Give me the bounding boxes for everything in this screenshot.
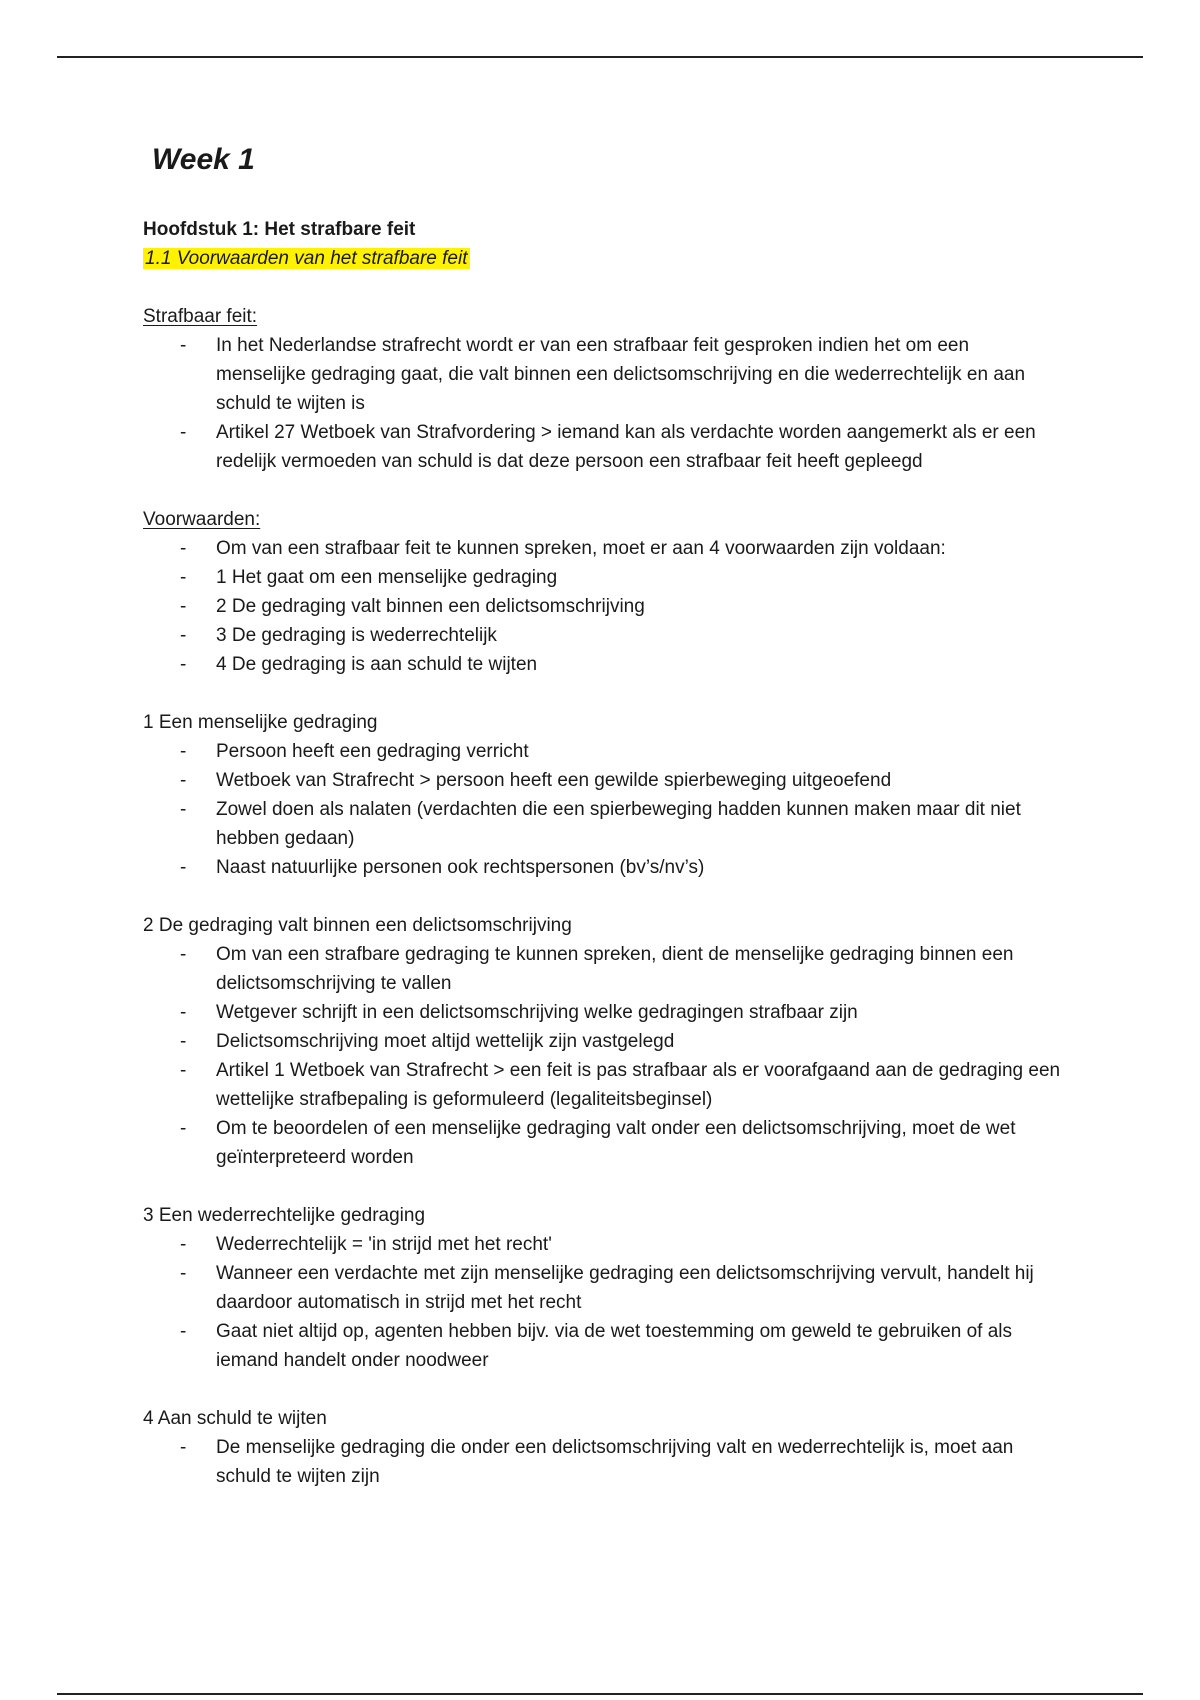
dash-bullet: - — [180, 741, 187, 762]
list-item — [143, 1433, 1063, 1491]
dash-bullet: - — [180, 857, 187, 878]
list-item — [143, 853, 1063, 882]
section-strafbaar-feit — [143, 302, 1063, 476]
section-delictsomschrijving — [143, 911, 1063, 1172]
list-item-text: Om van een strafbaar feit te kunnen spreken, moet er aan 4 voorwaarden zijn voldaan: — [216, 538, 946, 559]
dash-bullet: - — [180, 654, 187, 675]
section-heading: 2 De gedraging valt binnen een delictsomschrijving — [143, 915, 572, 936]
dash-bullet: - — [180, 422, 187, 443]
dash-bullet: - — [180, 538, 187, 559]
list-item-text: De menselijke gedraging die onder een delictsomschrijving valt en wederrechtelijk is, moet aan schuld te wijten zijn — [216, 1437, 1014, 1487]
list-item-text: Wetboek van Strafrecht > persoon heeft een gewilde spierbeweging uitgeoefend — [216, 770, 892, 791]
dash-bullet: - — [180, 335, 187, 356]
section-heading: Strafbaar feit: — [143, 306, 258, 327]
section-heading: 1 Een menselijke gedraging — [143, 712, 378, 733]
list-item-text: Naast natuurlijke personen ook rechtspersonen (bv’s/nv’s) — [216, 857, 705, 878]
list-item-text: Om te beoordelen of een menselijke gedraging valt onder een delictsomschrijving, moet de wet geïnterpreteerd worden — [216, 1118, 1016, 1168]
list-item — [143, 563, 1063, 592]
list-item — [143, 592, 1063, 621]
list-item — [143, 534, 1063, 563]
list-item — [143, 766, 1063, 795]
list-item — [143, 940, 1063, 998]
list-item — [143, 1114, 1063, 1172]
dash-bullet: - — [180, 1060, 187, 1081]
list-item-text: Wederrechtelijk = 'in strijd met het recht' — [216, 1234, 552, 1255]
list-item — [143, 650, 1063, 679]
list-item-text: 1 Het gaat om een menselijke gedraging — [216, 567, 558, 588]
section-heading: 4 Aan schuld te wijten — [143, 1408, 327, 1429]
dash-bullet: - — [180, 625, 187, 646]
list-item — [143, 621, 1063, 650]
list-item-text: In het Nederlandse strafrecht wordt er van een strafbaar feit gesproken indien het om een menselijke gedraging gaat, die valt binnen een delictsomschrijving en die wederrechtelijk en aan schuld te wijten is — [216, 335, 1026, 414]
section-voorwaarden — [143, 505, 1063, 679]
list-item — [143, 1027, 1063, 1056]
bullet-list — [143, 1433, 1063, 1491]
list-item-text: 4 De gedraging is aan schuld te wijten — [216, 654, 538, 675]
section-heading: Voorwaarden: — [143, 509, 261, 530]
list-item-text: Delictsomschrijving moet altijd wettelijk zijn vastgelegd — [216, 1031, 675, 1052]
list-item — [143, 331, 1063, 418]
bullet-list — [143, 1230, 1063, 1375]
list-item-text: Gaat niet altijd op, agenten hebben bijv. via de wet toestemming om geweld te gebruiken of als iemand handelt onder noodweer — [216, 1321, 1013, 1371]
bottom-rule — [57, 1693, 1143, 1695]
list-item-text: Persoon heeft een gedraging verricht — [216, 741, 529, 762]
dash-bullet: - — [180, 944, 187, 965]
dash-bullet: - — [180, 567, 187, 588]
dash-bullet: - — [180, 770, 187, 791]
list-item-text: Artikel 1 Wetboek van Strafrecht > een feit is pas strafbaar als er voorafgaand aan de gedraging een wettelijke strafbepaling is geformuleerd (legaliteitsbeginsel) — [216, 1060, 1061, 1110]
dash-bullet: - — [180, 799, 187, 820]
list-item — [143, 737, 1063, 766]
dash-bullet: - — [180, 596, 187, 617]
dash-bullet: - — [180, 1234, 187, 1255]
list-item — [143, 1056, 1063, 1114]
list-item — [143, 998, 1063, 1027]
section-menselijke-gedraging — [143, 708, 1063, 882]
bullet-list — [143, 534, 1063, 679]
dash-bullet: - — [180, 1437, 187, 1458]
list-item-text: Artikel 27 Wetboek van Strafvordering > iemand kan als verdachte worden aangemerkt als er een redelijk vermoeden van schuld is dat deze persoon een strafbaar feit heeft gepleegd — [216, 422, 1036, 472]
list-item-text: 2 De gedraging valt binnen een delictsomschrijving — [216, 596, 645, 617]
bullet-list — [143, 940, 1063, 1172]
document-body — [143, 140, 1063, 1491]
list-item — [143, 795, 1063, 853]
list-item-text: Om van een strafbare gedraging te kunnen spreken, dient de menselijke gedraging binnen een delictsomschrijving te vallen — [216, 944, 1014, 994]
chapter-heading: Hoofdstuk 1: Het strafbare feit — [143, 219, 416, 240]
list-item-text: Wetgever schrijft in een delictsomschrijving welke gedragingen strafbaar zijn — [216, 1002, 858, 1023]
dash-bullet: - — [180, 1118, 187, 1139]
dash-bullet: - — [180, 1031, 187, 1052]
section-heading: 3 Een wederrechtelijke gedraging — [143, 1205, 426, 1226]
week-title: Week 1 — [152, 143, 255, 176]
list-item-text: Zowel doen als nalaten (verdachten die een spierbeweging hadden kunnen maken maar dit niet hebben gedaan) — [216, 799, 1021, 849]
list-item — [143, 1230, 1063, 1259]
list-item — [143, 1259, 1063, 1317]
list-item-text: Wanneer een verdachte met zijn menselijke gedraging een delictsomschrijving vervult, handelt hij daardoor automatisch in strijd met het recht — [216, 1263, 1034, 1313]
dash-bullet: - — [180, 1321, 187, 1342]
dash-bullet: - — [180, 1263, 187, 1284]
highlighted-subsection-text: 1.1 Voorwaarden van het strafbare feit — [145, 248, 468, 269]
top-rule — [57, 56, 1143, 58]
dash-bullet: - — [180, 1002, 187, 1023]
list-item — [143, 1317, 1063, 1375]
list-item — [143, 418, 1063, 476]
section-wederrechtelijk — [143, 1201, 1063, 1375]
list-item-text: 3 De gedraging is wederrechtelijk — [216, 625, 497, 646]
section-schuld — [143, 1404, 1063, 1491]
bullet-list — [143, 737, 1063, 882]
subsection-heading — [143, 244, 1063, 273]
bullet-list — [143, 331, 1063, 476]
